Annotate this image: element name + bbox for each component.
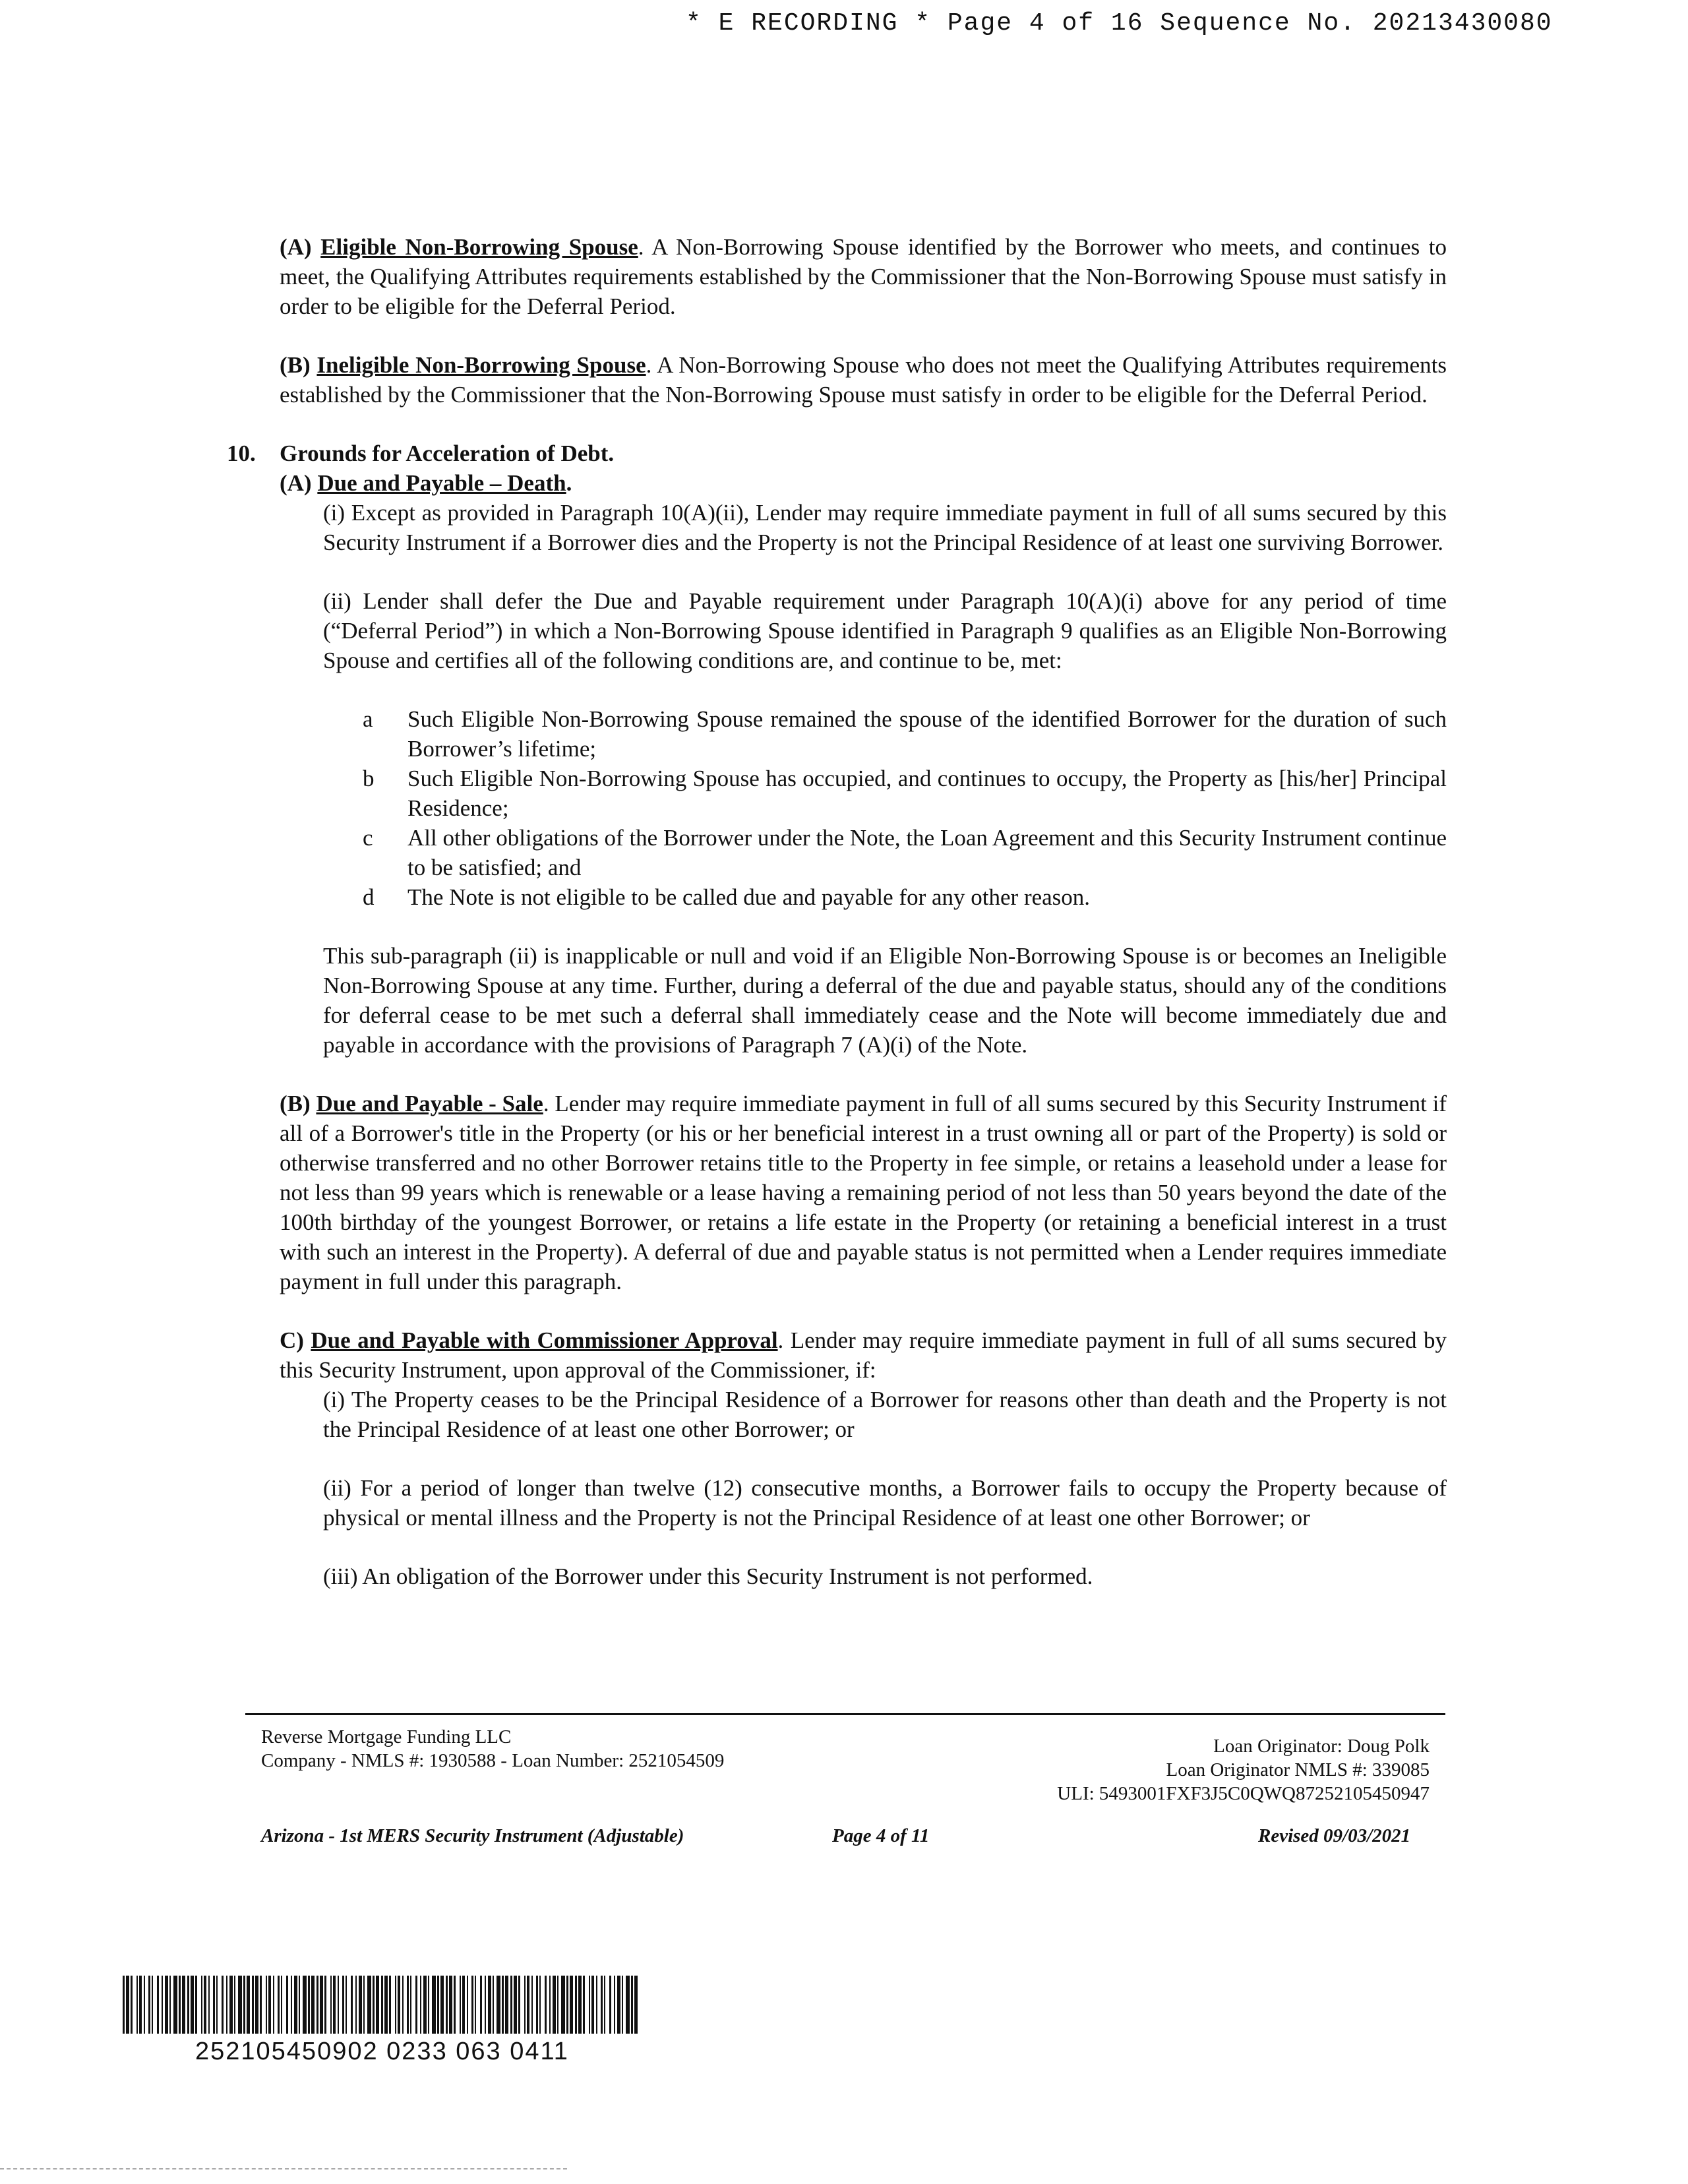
section-10c-label: C) — [280, 1327, 304, 1353]
deferral-conditions-list — [363, 704, 1447, 912]
form-name: Arizona - 1st MERS Security Instrument (Adjustable) — [261, 1825, 684, 1846]
section-10c-iii: (iii) An obligation of the Borrower under this Security Instrument is not performed. — [323, 1563, 1093, 1589]
section-10b-label: (B) — [280, 1091, 311, 1116]
section-10c-ii: (ii) For a period of longer than twelve (12) consecutive months, a Borrower fails to occupy the Property because of physical or mental illness and the Property is not the Principal Residence of at least one other Borrower; or — [323, 1475, 1447, 1531]
footer-originator-info — [1057, 1734, 1430, 1805]
page-number: Page 4 of 11 — [832, 1825, 930, 1846]
list-item — [363, 882, 1447, 912]
page-edge-divider — [0, 2168, 567, 2169]
section-10c-i: (i) The Property ceases to be the Principal Residence of a Borrower for reasons other than death and the Property is not the Principal Residence of at least one other Borrower; or — [323, 1387, 1447, 1442]
lender-company: Reverse Mortgage Funding LLC — [261, 1726, 512, 1747]
uli: ULI: 5493001FXF3J5C0QWQ87252105450947 — [1057, 1783, 1430, 1804]
paragraph-9b-label: (B) — [280, 352, 311, 378]
paragraph-9b — [280, 350, 1447, 410]
paragraph-9a-text: . A Non-Borrowing Spouse identified by the Borrower who meets, and continues to meet, the Qualifying Attributes requirements established by the Commissioner that the Non-Borrowing Spouse must satisfy in order to be eligible for the Deferral Period. — [280, 234, 1447, 319]
barcode-number: 252105450902 0233 063 0411 — [195, 2038, 569, 2065]
footer-lender-info — [261, 1725, 724, 1773]
list-item — [363, 823, 1447, 882]
section-10b — [280, 1089, 1447, 1296]
section-10-number: 10. — [227, 440, 256, 466]
list-text: All other obligations of the Borrower under the Note, the Loan Agreement and this Security Instrument continue to be satisfied; and — [407, 825, 1447, 880]
section-10a-subparagraph-note: This sub-paragraph (ii) is inapplicable or null and void if an Eligible Non-Borrowing Spouse is or becomes an Ineligible Non-Borrowing Spouse at any time. Further, during a deferral of the due and payable status, should any of the conditions for deferral cease to be met such a deferral shall immediately cease and the Note will become immediately due and payable in accordance with the provisions of Paragraph 7 (A)(i) of the Note. — [323, 943, 1447, 1058]
list-marker: a — [363, 706, 373, 732]
section-10a-ii: (ii) Lender shall defer the Due and Payable requirement under Paragraph 10(A)(i) above for any period of time (“Deferral Period”) in which a Non-Borrowing Spouse identified in Paragraph 9 qualifies as an Eligible Non-Borrowing Spouse and certifies all of the following conditions are, and continue to be, met: — [323, 588, 1447, 673]
section-10a-heading — [280, 468, 1447, 498]
paragraph-9a-label: (A) — [280, 234, 312, 260]
paragraph-9b-text: . A Non-Borrowing Spouse who does not meet the Qualifying Attributes requirements established by the Commissioner that the Non-Borrowing Spouse must satisfy in order to be eligible for the Deferral Period. — [280, 352, 1447, 408]
revised-date: Revised 09/03/2021 — [1258, 1825, 1411, 1846]
section-10-heading — [227, 439, 1447, 468]
section-10c — [280, 1325, 1447, 1385]
section-10-title: Grounds for Acceleration of Debt. — [280, 440, 615, 466]
list-text: Such Eligible Non-Borrowing Spouse has occupied, and continues to occupy, the Property as [his/her] Principal Residence; — [407, 766, 1447, 821]
paragraph-9a-title: Eligible Non-Borrowing Spouse — [320, 234, 638, 260]
paragraph-9b-title: Ineligible Non-Borrowing Spouse — [316, 352, 646, 378]
section-10c-title: Due and Payable with Commissioner Approval — [311, 1327, 778, 1353]
section-10a-title: Due and Payable – Death — [317, 470, 566, 496]
section-10a-i: (i) Except as provided in Paragraph 10(A)(ii), Lender may require immediate payment in full of all sums secured by this Security Instrument if a Borrower dies and the Property is not the Principal Residence of at least one surviving Borrower. — [323, 500, 1447, 555]
list-text: The Note is not eligible to be called due and payable for any other reason. — [407, 884, 1091, 910]
list-item — [363, 764, 1447, 823]
barcode-icon — [123, 1976, 638, 2034]
loan-originator-nmls: Loan Originator NMLS #: 339085 — [1166, 1759, 1430, 1780]
paragraph-9a — [280, 232, 1447, 321]
list-marker: d — [363, 884, 375, 910]
list-marker: c — [363, 825, 373, 851]
recording-stamp: * E RECORDING * Page 4 of 16 Sequence No. 20213430080 — [686, 9, 1553, 38]
section-10b-title: Due and Payable - Sale — [316, 1091, 543, 1116]
footer-divider — [245, 1713, 1445, 1715]
section-10b-text: . Lender may require immediate payment in full of all sums secured by this Security Instrument if all of a Borrower's title in the Property (or his or her beneficial interest in a trust owning all or part of the Property) is sold or otherwise transferred and no other Borrower retains title to the Property in fee simple, or retains a leasehold under a lease for not less than 99 years which is renewable or a lease having a remaining period of not less than 50 years beyond the date of the 100th birthday of the youngest Borrower, or retains a life estate in the Property (or retaining a beneficial interest in a trust with such an interest in the Property). A deferral of due and payable status is not permitted when a Lender requires immediate payment in full under this paragraph. — [280, 1091, 1447, 1294]
list-text: Such Eligible Non-Borrowing Spouse remained the spouse of the identified Borrower for the duration of such Borrower’s lifetime; — [407, 706, 1447, 762]
lender-nmls-loan-number: Company - NMLS #: 1930588 - Loan Number: 2521054509 — [261, 1750, 725, 1771]
list-marker: b — [363, 766, 375, 791]
section-10c-text: . Lender may require immediate payment in full of all sums secured by this Security Instrument, upon approval of the Commissioner, if: — [280, 1327, 1447, 1383]
section-10a-label: (A) — [280, 470, 312, 496]
loan-originator: Loan Originator: Doug Polk — [1213, 1736, 1430, 1757]
document-body — [227, 232, 1447, 1591]
list-item — [363, 704, 1447, 764]
section-10a-period: . — [566, 470, 572, 496]
